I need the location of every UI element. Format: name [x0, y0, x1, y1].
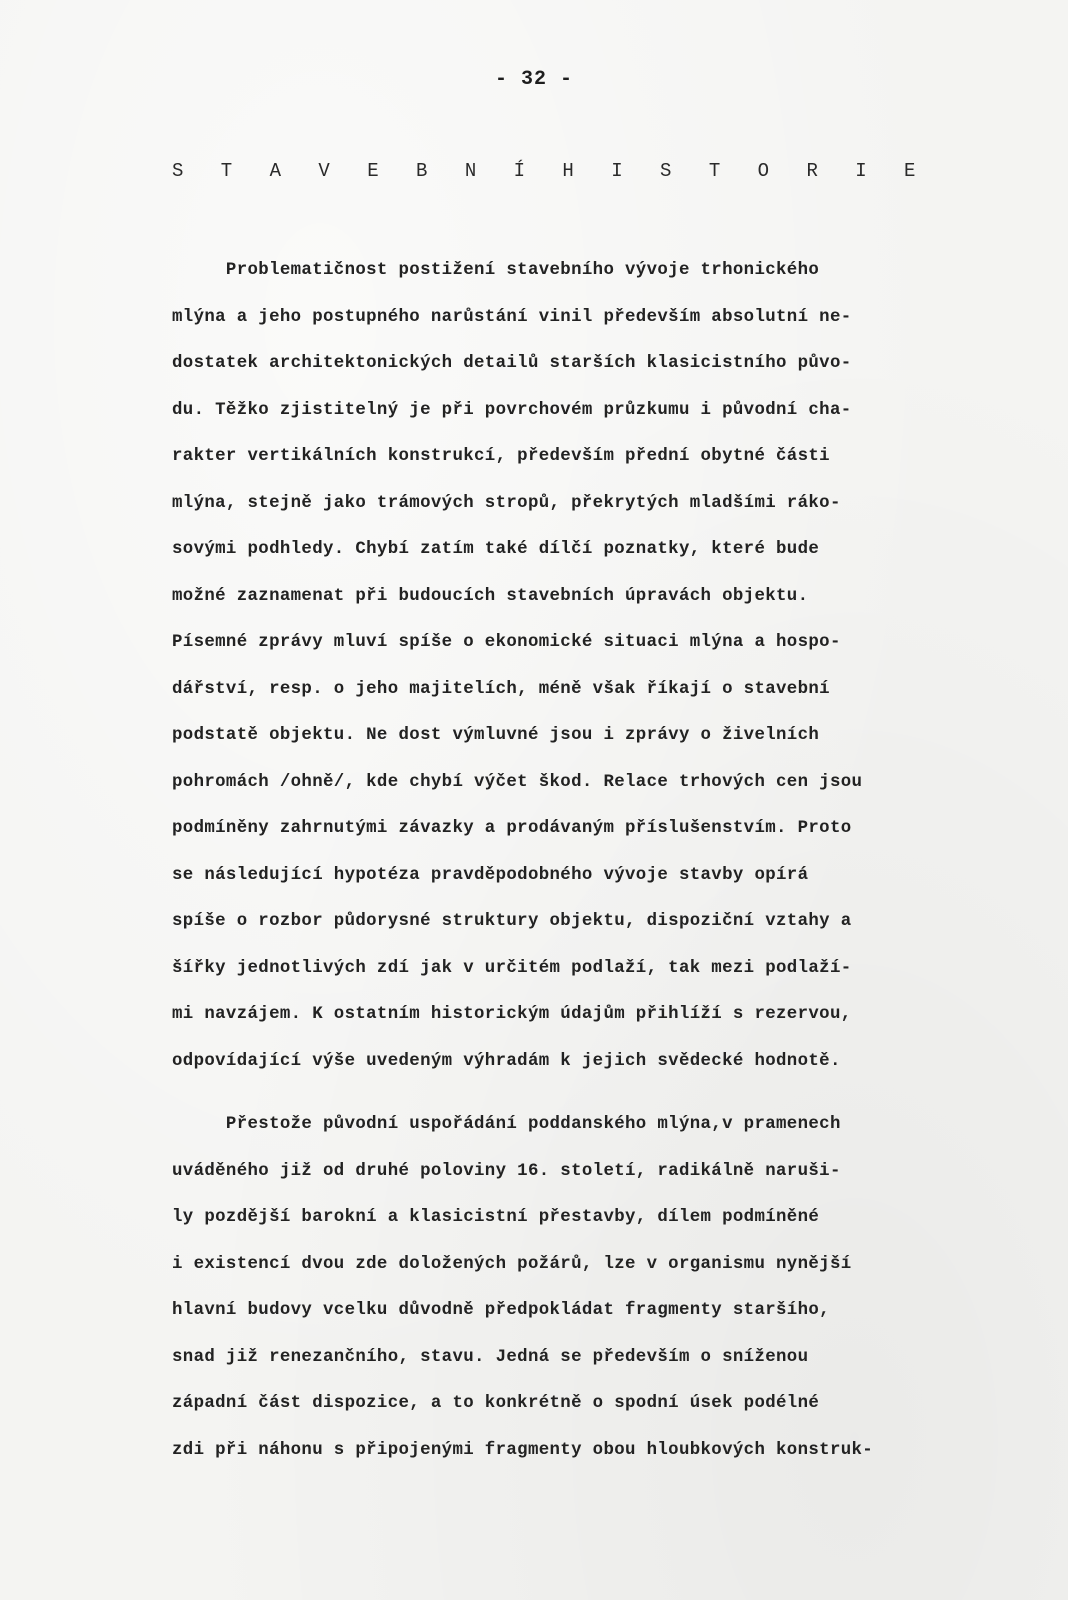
text-line: mlýna a jeho postupného narůstání vinil především absolutní ne- [172, 307, 852, 327]
text-line: dostatek architektonických detailů starších klasicistního půvo- [172, 354, 852, 373]
text-line: du. Těžko zjistitelný je při povrchovém průzkumu i původní cha- [172, 400, 852, 420]
text-line: ly pozdější barokní a klasicistní přestavby, dílem podmíněné [172, 1208, 820, 1227]
text-line: uváděného již od druhé poloviny 16. století, radikálně naruši- [172, 1161, 841, 1181]
text-line: Písemné zprávy mluví spíše o ekonomické situaci mlýna a hospo- [172, 633, 841, 652]
text-line: mi navzájem. K ostatním historickým údajům přihlíží s rezervou, [172, 1005, 852, 1024]
text-line: možné zaznamenat při budoucích stavebních úpravách objektu. [172, 586, 809, 606]
text-line: rakter vertikálních konstrukcí, především přední obytné části [172, 447, 830, 466]
text-line: hlavní budovy vcelku důvodně předpokládat fragmenty staršího, [172, 1301, 830, 1320]
text-line: Přestože původní uspořádání poddanského mlýna,v pramenech [172, 1115, 841, 1134]
text-line: západní část dispozice, a to konkrétně o spodní úsek podélné [172, 1394, 820, 1413]
text-line: šířky jednotlivých zdí jak v určitém podlaží, tak mezi podlaží- [172, 958, 852, 978]
text-line: i existencí dvou zde doložených požárů, lze v organismu nynější [172, 1254, 852, 1274]
text-line: podstatě objektu. Ne dost výmluvné jsou i zprávy o živelních [172, 726, 820, 745]
page-number: - 32 - [494, 68, 573, 91]
text-line: Problematičnost postižení stavebního vývoje trhonického [172, 261, 820, 280]
text-line: zdi při náhonu s připojenými fragmenty obou hloubkových konstruk- [172, 1440, 874, 1460]
text-line: podmíněny zahrnutými závazky a prodávaným příslušenstvím. Proto [172, 819, 852, 838]
text-line: dářství, resp. o jeho majitelích, méně však říkají o stavební [172, 679, 830, 699]
text-line: mlýna, stejně jako trámových stropů, překrytých mladšími ráko- [172, 493, 841, 513]
text-line: pohromách /ohně/, kde chybí výčet škod. Relace trhových cen jsou [172, 772, 863, 792]
text-line: se následující hypotéza pravděpodobného vývoje stavby opírá [172, 865, 809, 885]
paragraph-2 [172, 1102, 1032, 1474]
text-line: spíše o rozbor půdorysné struktury objektu, dispoziční vztahy a [172, 912, 852, 931]
paragraph-1 [172, 248, 1032, 1085]
section-title: S T A V E B N Í H I S T O R I E [172, 160, 929, 182]
text-line: sovými podhledy. Chybí zatím také dílčí poznatky, které bude [172, 540, 820, 559]
text-line: snad již renezančního, stavu. Jedná se především o sníženou [172, 1347, 809, 1367]
text-line: odpovídající výše uvedeným výhradám k jejich svědecké hodnotě. [172, 1051, 841, 1071]
